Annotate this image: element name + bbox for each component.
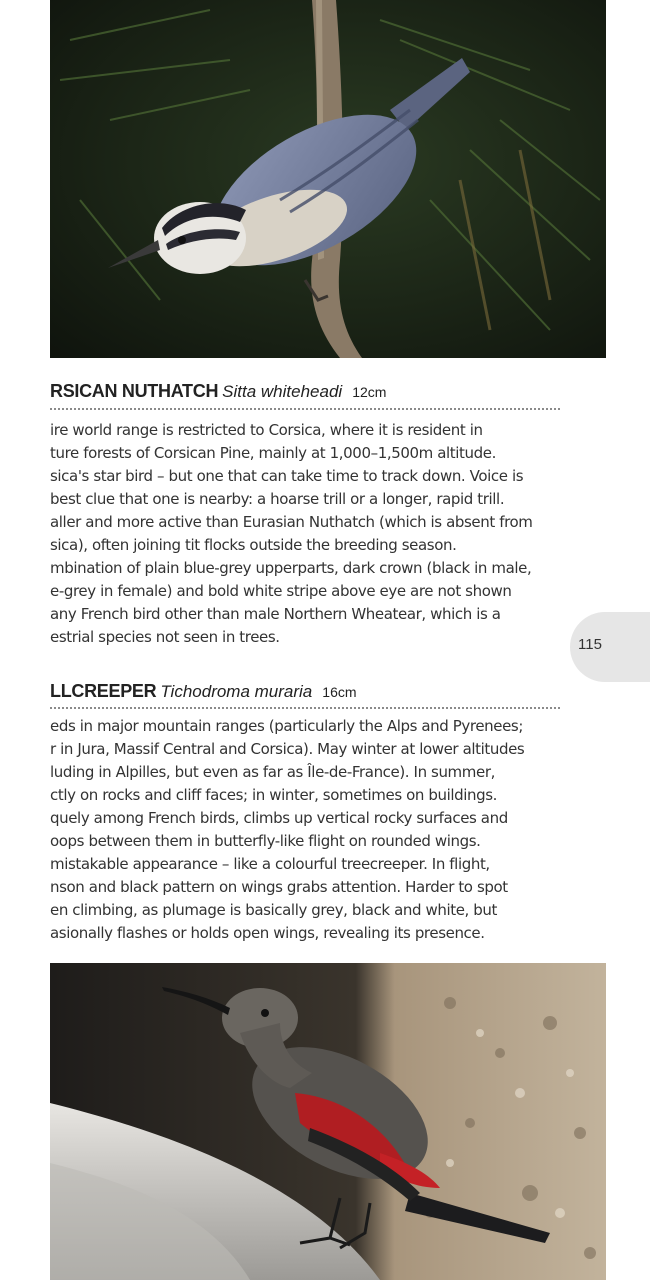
- description-line: r in Jura, Massif Central and Corsica). May winter at lower altitudes: [50, 740, 525, 758]
- description-line: eds in major mountain ranges (particularly the Alps and Pyrenees;: [50, 717, 523, 735]
- species-common-name: LLCREEPER: [50, 681, 157, 701]
- description-line: oops between them in butterfly-like flight on rounded wings.: [50, 832, 481, 850]
- description-line: ture forests of Corsican Pine, mainly at 1,000–1,500m altitude.: [50, 444, 496, 462]
- description-line: nson and black pattern on wings grabs attention. Harder to spot: [50, 878, 508, 896]
- species-header-nuthatch: [50, 381, 570, 402]
- description-line: mbination of plain blue-grey upperparts, dark crown (black in male,: [50, 559, 532, 577]
- description-line: e-grey in female) and bold white stripe above eye are not shown: [50, 582, 512, 600]
- species-header-wallcreeper: [50, 681, 570, 702]
- species-description-wallcreeper: [50, 715, 562, 945]
- description-line: estrial species not seen in trees.: [50, 628, 280, 646]
- wallcreeper-photo: [50, 963, 606, 1280]
- dotted-divider: [50, 408, 560, 410]
- description-line: aller and more active than Eurasian Nuthatch (which is absent from: [50, 513, 533, 531]
- description-line: ctly on rocks and cliff faces; in winter, sometimes on buildings.: [50, 786, 498, 804]
- description-line: sica's star bird – but one that can take time to track down. Voice is: [50, 467, 524, 485]
- description-line: en climbing, as plumage is basically grey, black and white, but: [50, 901, 497, 919]
- corsican-nuthatch-photo: [50, 0, 606, 358]
- description-line: luding in Alpilles, but even as far as Île-de-France). In summer,: [50, 763, 495, 781]
- description-line: best clue that one is nearby: a hoarse trill or a longer, rapid trill.: [50, 490, 505, 508]
- description-line: any French bird other than male Northern Wheatear, which is a: [50, 605, 501, 623]
- description-line: sica), often joining tit flocks outside the breeding season.: [50, 536, 457, 554]
- description-line: asionally flashes or holds open wings, revealing its presence.: [50, 924, 485, 942]
- description-line: mistakable appearance – like a colourful treecreeper. In flight,: [50, 855, 490, 873]
- species-latin-name: Tichodroma muraria: [160, 682, 313, 701]
- species-size: 16cm: [322, 684, 357, 700]
- page-number: 115: [578, 636, 602, 653]
- species-description-nuthatch: [50, 419, 562, 649]
- species-common-name: RSICAN NUTHATCH: [50, 381, 219, 401]
- description-line: quely among French birds, climbs up vertical rocky surfaces and: [50, 809, 508, 827]
- species-size: 12cm: [352, 384, 387, 400]
- description-line: ire world range is restricted to Corsica, where it is resident in: [50, 421, 483, 439]
- species-latin-name: Sitta whiteheadi: [222, 382, 343, 401]
- dotted-divider: [50, 707, 560, 709]
